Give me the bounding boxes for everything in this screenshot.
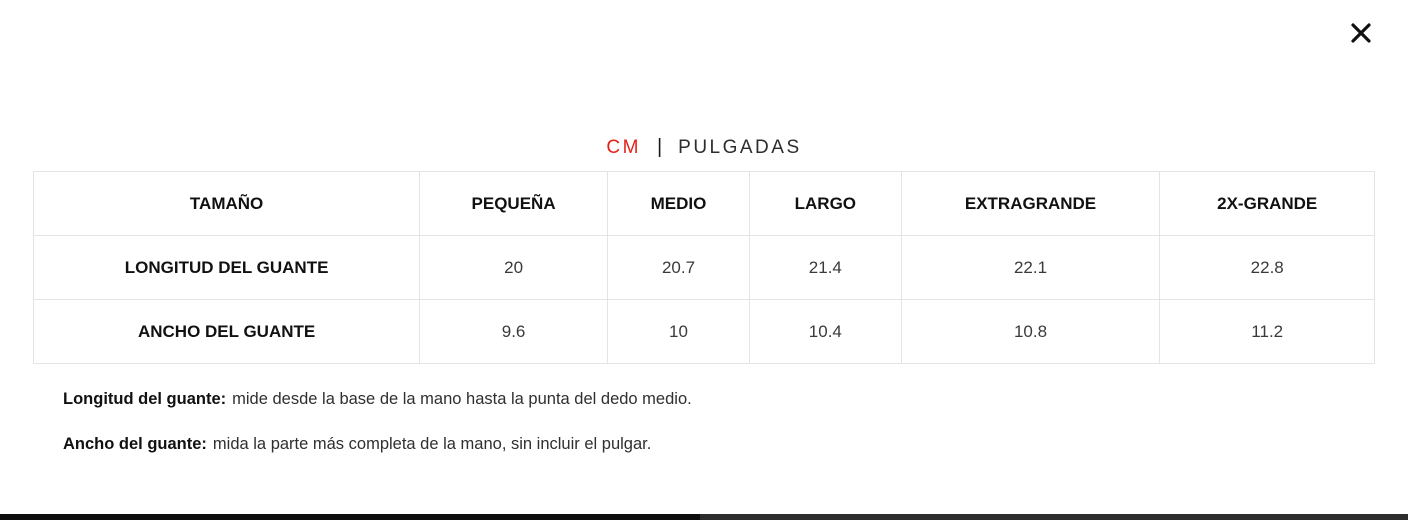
note-longitud-text: mide desde la base de la mano hasta la punta del dedo medio.: [232, 390, 692, 408]
unit-option-cm[interactable]: CM: [606, 136, 641, 158]
cell-value: 22.1: [901, 236, 1160, 300]
note-ancho-label: Ancho del guante:: [63, 435, 207, 453]
row-label-longitud: LONGITUD DEL GUANTE: [34, 236, 420, 300]
cell-value: 20: [420, 236, 608, 300]
note-ancho-text: mida la parte más completa de la mano, sin incluir el pulgar.: [212, 435, 652, 453]
measurement-notes: [63, 390, 1348, 480]
cell-value: 22.8: [1160, 236, 1375, 300]
header-pequena: PEQUEÑA: [420, 172, 608, 236]
header-tamano: TAMAÑO: [34, 172, 420, 236]
bottom-scrollbar-thumb[interactable]: [0, 514, 700, 520]
header-medio: MEDIO: [607, 172, 749, 236]
cell-value: 10: [607, 300, 749, 364]
cell-value: 11.2: [1160, 300, 1375, 364]
table-row: [34, 236, 1375, 300]
row-label-ancho: ANCHO DEL GUANTE: [34, 300, 420, 364]
table-row: [34, 300, 1375, 364]
table-header-row: [34, 172, 1375, 236]
note-longitud: [63, 390, 1348, 409]
note-longitud-label: Longitud del guante:: [63, 390, 227, 408]
unit-toggle-divider: |: [656, 136, 663, 158]
unit-option-pulgadas[interactable]: PULGADAS: [678, 136, 802, 158]
bottom-scrollbar-track: [0, 514, 1408, 520]
close-icon: [1349, 21, 1373, 45]
cell-value: 9.6: [420, 300, 608, 364]
cell-value: 21.4: [750, 236, 902, 300]
size-table: [33, 171, 1375, 364]
cell-value: 10.4: [750, 300, 902, 364]
close-button[interactable]: [1344, 16, 1378, 50]
header-extragrande: EXTRAGRANDE: [901, 172, 1160, 236]
cell-value: 10.8: [901, 300, 1160, 364]
header-2x-grande: 2X-GRANDE: [1160, 172, 1375, 236]
cell-value: 20.7: [607, 236, 749, 300]
header-largo: LARGO: [750, 172, 902, 236]
size-table-container: [33, 171, 1375, 364]
note-ancho: [63, 435, 1348, 454]
unit-toggle: [0, 136, 1408, 159]
